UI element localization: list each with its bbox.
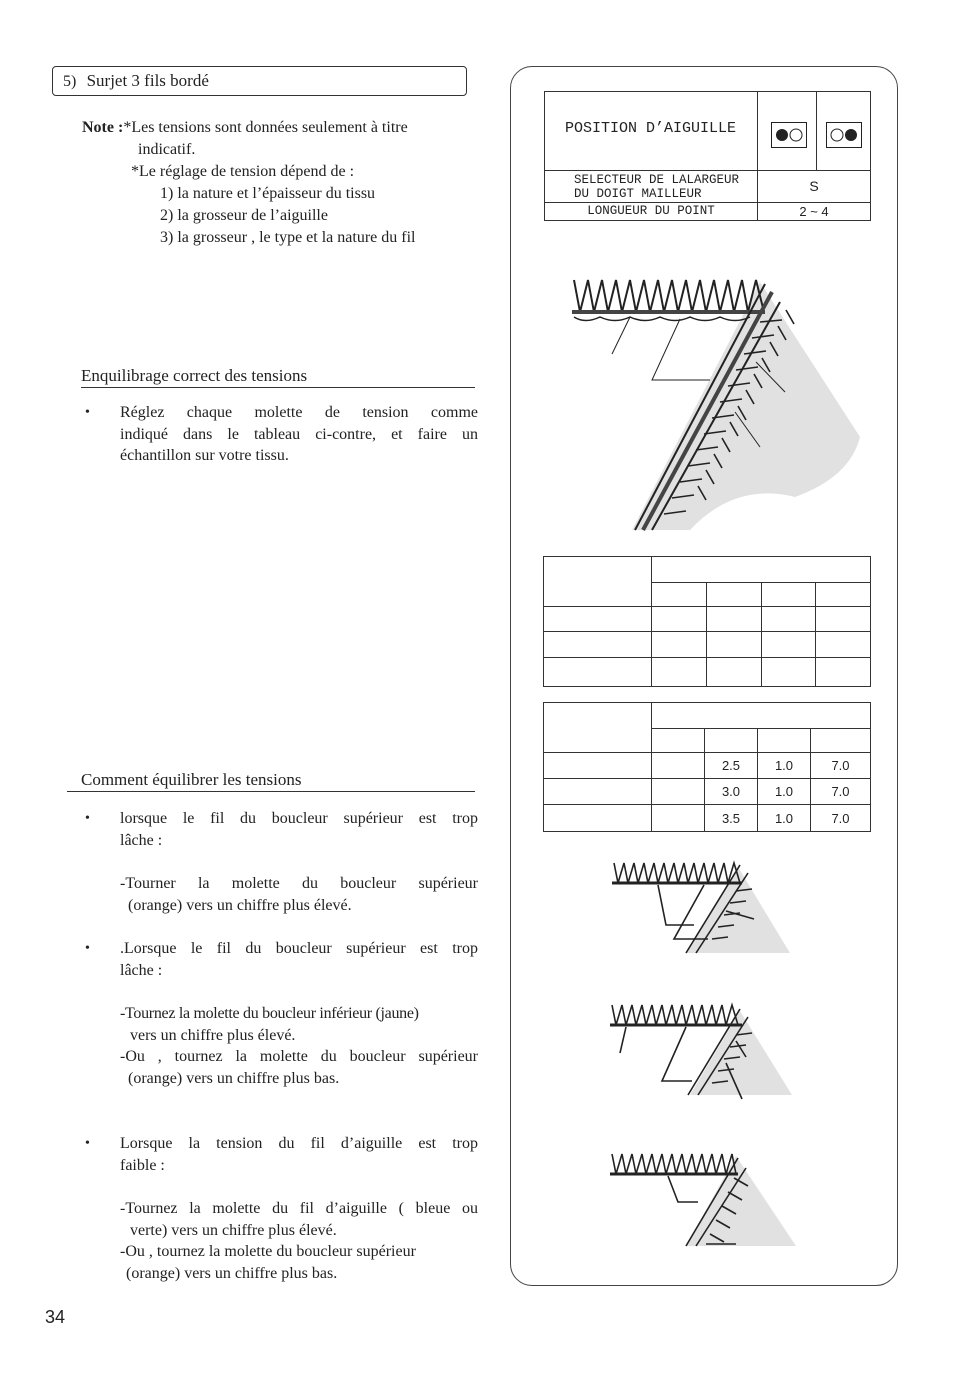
t1-header-group [652,557,871,583]
howto-1-fix-1: -Tourner la molette du boucleur supérieur [120,875,478,892]
t2-cell-empty [652,805,705,832]
howto-3-fix-1: -Tournez la molette du fil d’aiguille ( bleue ou [120,1200,478,1217]
page-number: 34 [45,1307,66,1327]
tension-table-2 [543,702,871,832]
table-row [544,779,871,805]
needle-left-cell [757,91,817,171]
t1-cell [544,658,652,687]
balance-bullet: • [85,405,90,420]
stitch-illustration-1 [608,855,798,957]
balance-paragraph [120,402,478,467]
howto-2-fix-2: vers un chiffre plus élevé. [130,1026,296,1044]
howto-item-2 [120,938,478,1089]
balance-heading: Enquilibrage correct des tensions [81,366,475,388]
note-block [82,117,482,249]
selector-label-line-1: SELECTEUR DE LALARGEUR [574,173,740,187]
needle-right-cell [816,91,871,171]
section-number: 5) [63,73,77,90]
howto-3-fix-2: verte) vers un chiffre plus élevé. [130,1221,337,1239]
t1-cell [706,658,761,687]
t1-cell [761,607,816,632]
howto-heading: Comment équilibrer les tensions [67,770,475,792]
note-line-3: *Le réglage de tension dépend de : [131,163,355,180]
t2-r3-c3: 7.0 [811,805,871,832]
t1-cell [544,607,652,632]
note-item-2: 2) la grosseur de l’aiguille [160,207,328,224]
tension-table-1 [543,556,871,687]
t2-cell-empty [652,753,705,779]
t2-r2-c3: 7.0 [811,779,871,805]
t2-header-label [544,703,652,753]
t2-col [811,729,871,753]
stitch-length-value: 2 ~ 4 [757,202,871,221]
howto-3-fix-3: -Ou , tournez la molette du boucleur supérieur [120,1243,416,1260]
needle-info-table [544,91,871,221]
howto-3-fix-4: (orange) vers un chiffre plus bas. [126,1264,338,1282]
needle-position-cell [544,91,758,171]
stitch-illustration-main [560,262,880,538]
table-row [544,805,871,832]
balance-line-2: indiqué dans le tableau ci-contre, et faire un [120,425,478,443]
t1-col [706,583,761,607]
t2-r3-c1: 3.5 [705,805,758,832]
t2-row-label [544,753,652,779]
t2-r2-c1: 3.0 [705,779,758,805]
t1-header-label [544,557,652,607]
howto-2-fix-4: (orange) vers un chiffre plus bas. [128,1069,340,1087]
needle-left-icon [771,122,807,148]
selector-value: S [757,170,871,203]
note-label: Note : [82,119,124,136]
t1-cell [816,632,871,658]
t2-r1-c1: 2.5 [705,753,758,779]
note-line-2: indicatif. [138,141,196,158]
t1-cell [652,632,707,658]
t1-cell [706,632,761,658]
t2-r1-c3: 7.0 [811,753,871,779]
howto-bullet-3: • [85,1136,90,1151]
howto-item-1 [120,808,478,916]
t1-col [761,583,816,607]
howto-2-fix-3: -Ou , tournez la molette du boucleur supérieur [120,1048,478,1065]
t1-col [652,583,707,607]
t1-cell [706,607,761,632]
t2-r2-c2: 1.0 [758,779,811,805]
note-line-1: *Les tensions sont données seulement à titre [123,119,408,136]
t2-r1-c2: 1.0 [758,753,811,779]
t1-cell [652,607,707,632]
t2-header-group [652,703,871,729]
needle-position-label: POSITION D’AIGUILLE [565,120,737,137]
needle-right-icon [826,122,862,148]
t2-col [705,729,758,753]
t1-cell [816,658,871,687]
howto-1-fix-2: (orange) vers un chiffre plus élevé. [128,896,352,914]
t1-cell [761,632,816,658]
t1-col [816,583,871,607]
t2-row-label [544,805,652,832]
howto-3-line-1: Lorsque la tension du fil d’aiguille est trop [120,1135,478,1152]
t1-cell [652,658,707,687]
table-row [544,753,871,779]
howto-2-fix-1: -Tournez la molette du boucleur inférieur (jaune) [120,1005,419,1022]
howto-item-3 [120,1133,478,1284]
selector-label [574,173,739,201]
note-item-1: 1) la nature et l’épaisseur du tissu [160,185,376,202]
howto-bullet-2: • [85,941,90,956]
t2-row-label [544,779,652,805]
t1-cell [544,632,652,658]
howto-1-line-1: lorsque le fil du boucleur supérieur est trop [120,810,478,827]
selector-label-line-2: DU DOIGT MAILLEUR [574,187,702,201]
selector-label-cell [544,170,758,203]
balance-line-3: échantillon sur votre tissu. [120,447,289,464]
section-header [52,66,467,96]
howto-bullet-1: • [85,811,90,826]
stitch-length-label: LONGUEUR DU POINT [544,202,758,221]
t2-cell-empty [652,779,705,805]
howto-2-line-1: .Lorsque le fil du boucleur supérieur est trop [120,940,478,957]
howto-3-line-2: faible : [120,1156,165,1174]
balance-line-1: Réglez chaque molette de tension comme [120,404,478,421]
t1-cell [761,658,816,687]
note-item-3: 3) la grosseur , le type et la nature du fil [160,229,416,246]
stitch-illustration-3 [606,1146,800,1252]
t2-col [652,729,705,753]
stitch-illustration-2 [606,997,798,1103]
section-title: Surjet 3 fils bordé [86,71,209,90]
howto-2-line-2: lâche : [120,961,163,979]
howto-1-line-2: lâche : [120,831,163,849]
t1-cell [816,607,871,632]
t2-r3-c2: 1.0 [758,805,811,832]
t2-col [758,729,811,753]
